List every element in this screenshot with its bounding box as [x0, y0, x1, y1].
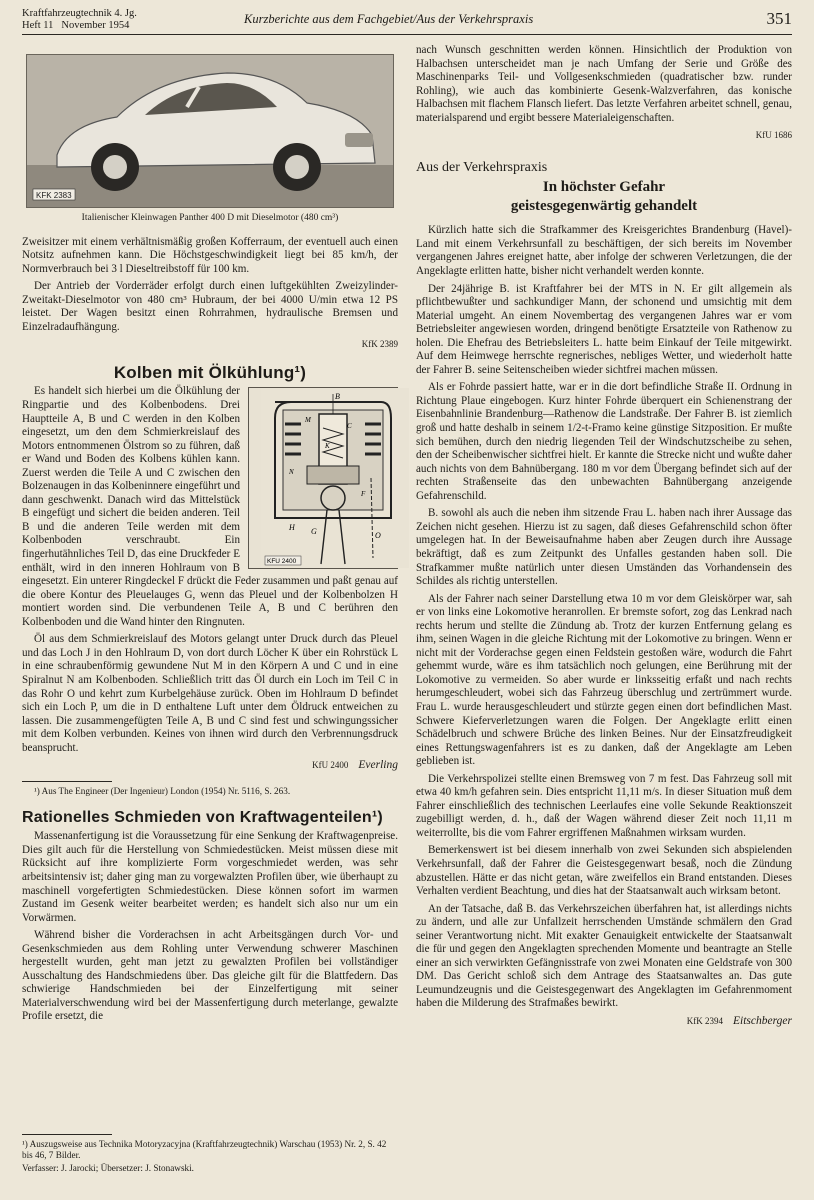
kolben-paragraph-1-text: Es handelt sich hierbei um die Ölkühlung der Ringpartie und des Kolbenbodens. Drei Hauptteile A, B und C werden in den Kolben eingesetzt, um den dem Schmierkreislauf des Motors entnommenen Ölstrom so zu führen, daß er Wand und Boden des Kolbens kühlen kann. Zuerst werden die Teile A und C zwischen den Bolzenaugen in das Kolbeninnere eingeführt und dann geschwenkt. Danach wird das Mittelstück B eingefügt und sichert die beiden anderen. Teil B und die anderen Teile werden mit dem Kolbenboden verschraubt. Ein fingerhutähnliches Teil D, das eine Druckfeder E enthält, wird in den inneren Hohlraum von B eingesetzt. Ein unterer Ringdeckel F drückt die Feder zusammen und paßt genau auf die obere Kontur des Pleuelauges G, wenn das Pleuel und der Kolbenbolzen H montiert worden sind. Die verbundenen Teile A, B und C berühren den Kolbenboden und die Wand hinter den Ringnuten.: [22, 385, 398, 628]
right-column: [416, 44, 792, 1035]
panther-paragraph-2: Der Antrieb der Vorderräder erfolgt durch einen luftgekühlten Zweizylinder-Zweitakt-Dieselmotor von 480 cm³ Hubraum, der bei 4000 U/min etwa 12 PS leistet. Der Wagen besitzt einen Rohrrahmen, hydraulische Bremsen und Einzelradaufhängung.: [22, 280, 398, 333]
verkehr-code: KfK 2394: [686, 1016, 724, 1026]
schmieden-footnote-2: Verfasser: J. Jarocki; Übersetzer: J. Stonawski.: [22, 1163, 194, 1173]
schmieden-footnotes: [22, 1134, 398, 1176]
verkehr-paragraph-1: Kürzlich hatte sich die Strafkammer des Kreisgerichtes Brandenburg (Havel)-Land mit einem Verkehrsunfall zu beschäftigen, der sich bereits im November vergangenen Jahres ereignet hatte, aber infolge der schweren Verletzungen, die der Angeklagte erlitten hatte, bisher nicht verhandelt werden konnte.: [416, 224, 792, 278]
verkehr-title-line-1: In höchster Gefahr: [542, 179, 666, 196]
schmieden-paragraph-3: nach Wunsch geschnitten werden können. Hinsichtlich der Produktion von Halbachsen unterscheidet man je nach Umfang der Serie und Größe des Maschinenparks Teil- und Vollgesenkschmieden (quadratischer bzw. runder Rohling), wie auch das kombinierte Gesenk-Walzverfahren, das konische Halbachsen mit flachem Flansch liefert. Das letzte Verfahren arbeitet schnell, genau, materialsparend und ergibt bessere Materialeigenschaften.: [416, 44, 792, 124]
left-column: [22, 44, 398, 1028]
piston-diagram: [248, 387, 398, 569]
header-rule: [22, 34, 792, 35]
footnote-rule-bottom: [22, 1134, 112, 1135]
kolben-paragraph-2: Öl aus dem Schmierkreislauf des Motors gelangt unter Druck durch das Pleuel und das Loch J in den Hohlraum D, von dort durch Löcher K über ein Rohrstück L in eine schraubenförmig gewundene Nut M in den Körpern A und C und in eine Spiralnut N am Kolbenboden. Schließlich tritt das Öl durch ein Loch im Teil C in das Rohr O und kehrt zum Kurbelgehäuse zurück. Oben im Hohlraum D befindet sich ein Loch P, um die in D enthaltene Luft unter dem Öldruck entweichen zu lassen. Die zusammengefügten Teile A, B und C sind fest und schwingungssicher mit dem Kolben verbunden. Keines von ihnen wird durch den Verbrennungsdruck beansprucht.: [22, 633, 398, 754]
kolben-title: Kolben mit Ölkühlung¹): [113, 362, 307, 382]
schmieden-footnote-1: ¹) Auszugsweise aus Technika Motoryzacyjna (Kraftfahrzeugtechnik) Warschau (1953) Nr. 2, S. 42 bis 46, 7 Bilder.: [22, 1139, 387, 1160]
svg-text:M: M: [305, 416, 311, 425]
kolben-footnote: ¹) Aus The Engineer (Der Ingenieur) London (1954) Nr. 5116, S. 263.: [34, 785, 291, 796]
car-image: [27, 55, 393, 207]
panther-code: KfK 2389: [361, 339, 398, 350]
verkehr-paragraph-5: Als der Fahrer nach seiner Darstellung etwa 10 m vor dem Gleiskörper war, sah er von links eine Lokomotive heranrollen. Er bremste sofort, zog das Lenkrad nach rechts herum und stellte die Zündung ab. Trotz der kurzen Entfernung gelang es ihm, seinen Wagen in die gleiche Richtung mit der Lokomotive zu bringen. Wenn er nicht mit der Vorderachse gegen einen Feldstein gestoßen wäre, wodurch die Fahrt gehemmt wurde, wäre es ihm tatsächlich noch gelungen, eine Berührung mit der Lokomotive zu vermeiden. So aber wurde er linksseitig erfaßt und nach rechts herumgeschleudert, wobei sich das Fahrzeug überschlug und zertrümmert wurde. Frau L. wurde herausgeschleudert und stürzte gegen einen dort befindlichen Mast. Schwere Kieferverletzungen waren die Folgen. Der Angeklagte erlitt einen Schädelbruch und schwere Brüche des linken Beines. Nur der Einsatzfreudigkeit eines Rettungswagenfahrers ist es zu danken, daß der Angeklagte am Leben geblieben ist.: [416, 592, 792, 768]
kolben-code: KfU 2400: [312, 760, 349, 771]
footnote-rule: [22, 781, 112, 782]
svg-text:G: G: [311, 527, 317, 537]
svg-text:K: K: [325, 442, 330, 451]
page-number: 351: [766, 9, 792, 28]
panther-paragraph-1: Zweisitzer mit einem verhältnismäßig großen Kofferraum, der eventuell auch einen Notsitz aufnehmen kann. Die Höchstgeschwindigkeit liegt bei 85 km/h, der Normverbrauch bei 3 l Dieseltreibstoff für 100 km.: [22, 235, 398, 275]
car-photo: [26, 54, 394, 208]
running-header-left: [22, 8, 137, 32]
verkehr-section-label: Aus der Verkehrspraxis: [416, 159, 548, 175]
schmieden-paragraph-2: Während bisher die Vorderachsen in acht Arbeitsgängen durch Vor- und Gesenkschmieden aus dem Rohling unter Verwendung schwerer Maschinen hergestellt wurden, geht man jetzt zu gewalzten Profilen bei vollständiger Ausschaltung des Handschmiedens über. Das gleiche gilt für die Blattfedern. Das schwierige Handschmieden bei der Einzelfertigung mit seiner Materialverschwendung wird bei der Massenfertigung durch meterlange, gewalzte Profile ersetzt, die: [22, 929, 398, 1023]
svg-text:B: B: [335, 392, 340, 402]
schmieden-paragraph-1: Massenanfertigung ist die Voraussetzung für eine Senkung der Kraftwagenpreise. Dies gilt auch für die Herstellung von Schmiedestücken. Meist müssen diese mit Rücksicht auf ihre komplizierte Form vorgeschmiedet werden, was sehr arbeitsintensiv ist; daher ging man zu vorgewalzten Profilen über, wie überhaupt zu maschinell vorgefertigten Schmiedestücken. Diese können sofort im warmen Zustand im Gesenk weiter bearbeitet werden; es handelt sich also nur um ein Vorwärmen.: [22, 830, 398, 924]
verkehr-author: Eitschberger: [733, 1015, 792, 1027]
issue-date: November 1954: [61, 20, 130, 31]
photo-caption: Italienischer Kleinwagen Panther 400 D mit Dieselmotor (480 cm³): [81, 213, 339, 223]
svg-text:H: H: [289, 523, 295, 533]
photo-plate: KFK 2383: [36, 191, 72, 200]
verkehr-paragraph-7: Bemerkenswert ist bei diesem innerhalb von zwei Sekunden sich abspielenden Verkehrsunfall, daß der Fahrer die Geistesgegenwart besaß, noch die Zündung abzustellen. Hätte er das nicht getan, wäre zweifellos ein Brand entstanden. Dieses Verhalten verdient Beachtung, und dies hat der Staatsanwalt auch wirksam betont.: [416, 844, 792, 898]
verkehr-paragraph-8: An der Tatsache, daß B. das Verkehrszeichen überfahren hat, ist allerdings nichts zu ändern, und alle zur Unfallzeit herrschenden Umstände schmälern den Grad seiner Verantwortung nicht. Mit exakter Genauigkeit entwickelte der Staatsanwalt die für und gegen den Angeklagten sprechenden Momente und beantragte an Stelle einer an sich verwirkten Gefängnisstrafe von zwei Monaten eine Geldstrafe von 300 DM. Das Gericht schloß sich dem Antrage des Staatsanwaltes an. Das gute Leumundzeugnis und die Geistesgegenwart des Angeklagten im Gefahrenmoment haben die Milderung des Strafmaßes bewirkt.: [416, 902, 792, 1010]
svg-text:N: N: [289, 468, 294, 477]
verkehr-title-line-2: geistesgegenwärtig gehandelt: [510, 198, 698, 215]
schmieden-signature: [416, 129, 792, 143]
journal-name: Kraftfahrzeugtechnik 4. Jg.: [22, 8, 137, 19]
figure-code: KFU 2400: [267, 558, 297, 566]
issue-number: Heft 11: [22, 20, 54, 31]
piston-diagram-svg: [261, 388, 409, 568]
svg-text:F: F: [361, 490, 366, 499]
verkehr-paragraph-2: Der 24jährige B. ist Kraftfahrer bei der MTS in N. Er gilt allgemein als pflichtbewußter und sachkundiger Mann, der schonend und umsichtig mit dem Material umgeht. An einem Novembertag des vergangenen Jahres war er vom Betriebsleiter angewiesen worden, dringend benötigte Ersatzteile von Rathenow zu holen. Die Ehefrau des Betriebsleiters L. hatte beim Einkauf der Teile mitgewirkt. Auf dem Heimwege herrschte regnerisches, nebliges Wetter, und wiederholt hatte der Fahrer B. seine Seitenscheiben wieder sichtfrei machen müssen.: [416, 282, 792, 376]
verkehr-paragraph-4: B. sowohl als auch die neben ihm sitzende Frau L. haben nach ihrer Aussage das Zeichen nicht gesehen. Hierzu ist zu sagen, daß dieses Gefahrenschild schon öfter umgelegen hat. In der Beweisaufnahme haben aber Zeugen durch ihre Aussage bekräftigt, daß es zum Zeitpunkt des Unfalles gestanden haben soll. Die Strafkammer mußte natürlich unter diesen Umständen das Vorhandensein des Schildes als richtig unterstellen.: [416, 507, 792, 588]
kolben-paragraph-1: [22, 385, 398, 629]
svg-text:O: O: [375, 531, 381, 541]
kolben-author: Everling: [358, 759, 398, 772]
schmieden-code: KfU 1686: [755, 130, 792, 141]
verkehr-paragraph-3: Als er Fohrde passiert hatte, war er in die dort befindliche Straße II. Ordnung in Richtung Plaue eingebogen. Kurz hinter Fohrde überquert ein Schienenstrang der Eisenbahnlinie Brandenburg—Rathenow die Landstraße. Der Fahrer B. ist ziemlich groß und hatte deshalb in seinem 1/2-t-Framo keine günstige Sitzposition. Er mußte sich bemühen, durch den niedrig liegenden Teil der Windschutzscheibe zu sehen, den der Scheibenwischer sichtfrei hielt. Er kannte die Strecke nicht und wußte daher auch nichts von dem Bahnübergang. 180 m vor dem Übergang befindet sich auf der rechten Straßenseite das den unbewachten Bahnübergang anzeigende Gefahrenschild.: [416, 381, 792, 502]
svg-text:C: C: [347, 422, 352, 431]
running-header-section: Kurzberichte aus dem Fachgebiet/Aus der Verkehrspraxis: [244, 12, 534, 26]
verkehr-paragraph-6: Die Verkehrspolizei stellte einen Bremsweg von 7 m fest. Das Fahrzeug soll mit etwa 40 km/h gefahren sein. Dies entspricht 11,11 m/s. In dieser Situation muß dem Fahrer einschließlich des technischen Leerlaufes eine volle Sekunde Reaktionszeit zugebilligt werden, d. h., daß der Wagen während dieser Zeit noch 11,11 m weiterrollte, bis die vom Fahrer ergriffenen Maßnahmen wirksam wurden.: [416, 772, 792, 839]
schmieden-title: Rationelles Schmieden von Kraftwagenteilen¹): [22, 808, 383, 826]
panther-signature: [22, 338, 398, 352]
verkehr-signature: [416, 1015, 792, 1029]
kolben-signature: [22, 759, 398, 773]
